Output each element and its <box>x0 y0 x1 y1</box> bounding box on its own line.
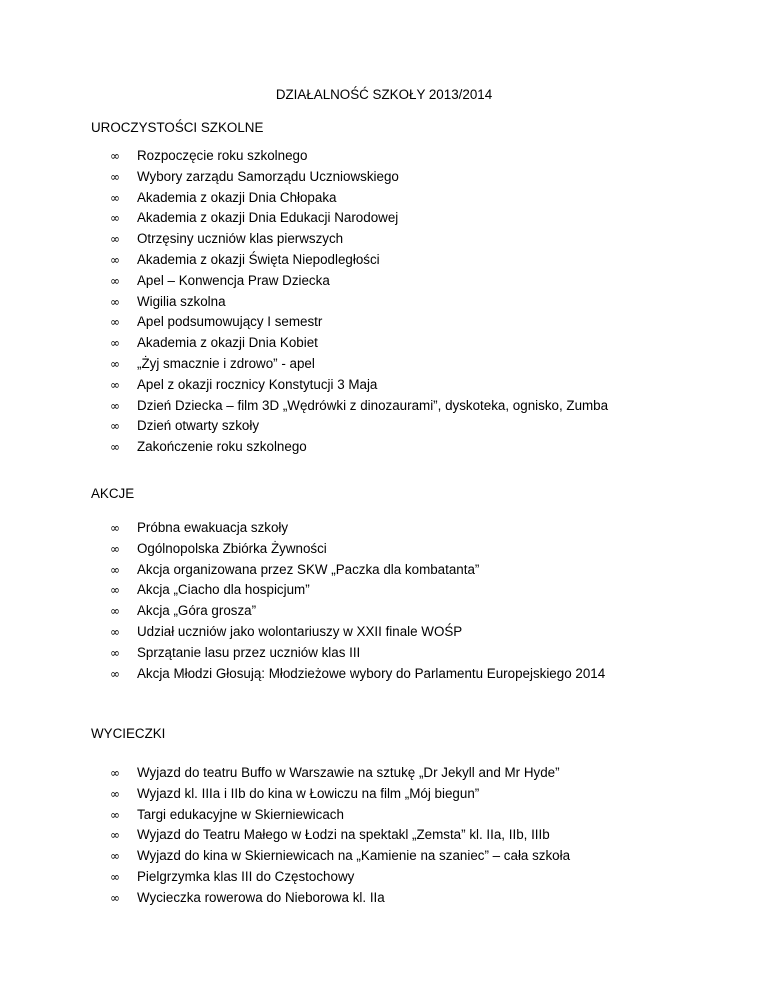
infinity-bullet-icon: ∞ <box>110 273 120 288</box>
infinity-bullet-icon: ∞ <box>110 890 120 905</box>
infinity-bullet-icon: ∞ <box>110 583 120 598</box>
infinity-bullet-icon: ∞ <box>110 521 120 535</box>
infinity-bullet-icon: ∞ <box>110 190 120 205</box>
infinity-bullet-icon: ∞ <box>110 828 120 843</box>
infinity-bullet-icon: ∞ <box>110 604 120 619</box>
infinity-bullet-icon: ∞ <box>110 377 120 392</box>
infinity-bullet-icon: ∞ <box>110 315 120 330</box>
infinity-bullet-icon: ∞ <box>110 356 120 371</box>
infinity-bullet-icon: ∞ <box>110 541 120 556</box>
infinity-bullet-icon: ∞ <box>110 232 120 247</box>
infinity-bullet-icon: ∞ <box>110 252 120 267</box>
document-title: DZIAŁALNOŚĆ SZKOŁY 2013/2014 <box>275 87 493 102</box>
infinity-bullet-icon: ∞ <box>110 849 120 864</box>
infinity-bullet-icon: ∞ <box>110 807 120 822</box>
infinity-bullet-icon: ∞ <box>110 562 120 577</box>
section-heading-akcje: AKCJE <box>91 486 135 501</box>
infinity-bullet-icon: ∞ <box>110 149 120 163</box>
section-heading-wycieczki: WYCIECZKI <box>91 726 166 741</box>
document-page: DZIAŁALNOŚĆ SZKOŁY 2013/2014 UROCZYSTOŚCI SZKOLNE ∞ Rozpoczęcie roku szkolnego ∞ Wybory zarządu Samorządu Uczniowskiego ∞ Akademia z okazji Dnia Chłopaka ∞ Akademia z okazji Dnia Edukacji Narodowej ∞ Otrzęsiny uczniów klas pierwszych ∞ Akademia z okazji Święta Niepodległości ∞ Apel – Konwencja Praw Dziecka ∞ Wigilia szkolna ∞ Apel podsumowujący I semestr ∞ Akademia z okazji Dnia Kobiet ∞ „Żyj smacznie i zdrowo” - apel ∞ Apel z okazji rocznicy Konstytucji 3 Maja ∞ Dzień Dziecka – film 3D „Wędrówki z dinozaurami”, dyskoteka, ognisko, Zumba ∞ Dzień otwarty szkoły ∞ Zakończenie roku szkolnego AKCJE ∞ Próbna ewakuacja szkoły ∞ Ogólnopolska Zbiórka Żywności ∞ Akcja organizowana przez SKW „Paczka dla kombatanta” ∞ Akcja „Ciacho dla hospicjum” ∞ Akcja „Góra grosza” ∞ Udział uczniów jako wolontariuszy w XXII finale WOŚP ∞ Sprzątanie lasu przez uczniów klas III ∞ Akcja Młodzi Głosują: Młodzieżowe wybory do Parlamentu Europejskiego 2014 WYCIECZKI ∞ Wyjazd do teatru Buffo w Warszawie na sztukę „Dr Jekyll and Mr Hyde” ∞ Wyjazd kl. IIIa i IIb do kina w Łowiczu na film „Mój biegun” ∞ Targi edukacyjne w Skierniewicach ∞ Wyjazd do Teatru Małego w Łodzi na spektakl „Zemsta” kl. IIa, IIb, IIIb ∞ Wyjazd do kina w Skierniewicach na „Kamienie na szaniec” – cała szkoła ∞ Pielgrzymka klas III do Częstochowy ∞ Wycieczka rowerowa do Nieborowa kl. IIa <box>0 0 768 994</box>
section-heading-uroczystosci: UROCZYSTOŚCI SZKOLNE <box>91 120 264 135</box>
infinity-bullet-icon: ∞ <box>110 666 120 681</box>
infinity-bullet-icon: ∞ <box>110 294 120 309</box>
infinity-bullet-icon: ∞ <box>110 169 120 184</box>
infinity-bullet-icon: ∞ <box>110 440 120 455</box>
infinity-bullet-icon: ∞ <box>110 211 120 226</box>
infinity-bullet-icon: ∞ <box>110 419 120 434</box>
infinity-bullet-icon: ∞ <box>110 869 120 884</box>
infinity-bullet-icon: ∞ <box>110 624 120 639</box>
infinity-bullet-icon: ∞ <box>110 786 120 801</box>
infinity-bullet-icon: ∞ <box>110 645 120 660</box>
infinity-bullet-icon: ∞ <box>110 398 120 413</box>
infinity-bullet-icon: ∞ <box>110 336 120 351</box>
infinity-bullet-icon: ∞ <box>110 766 120 780</box>
